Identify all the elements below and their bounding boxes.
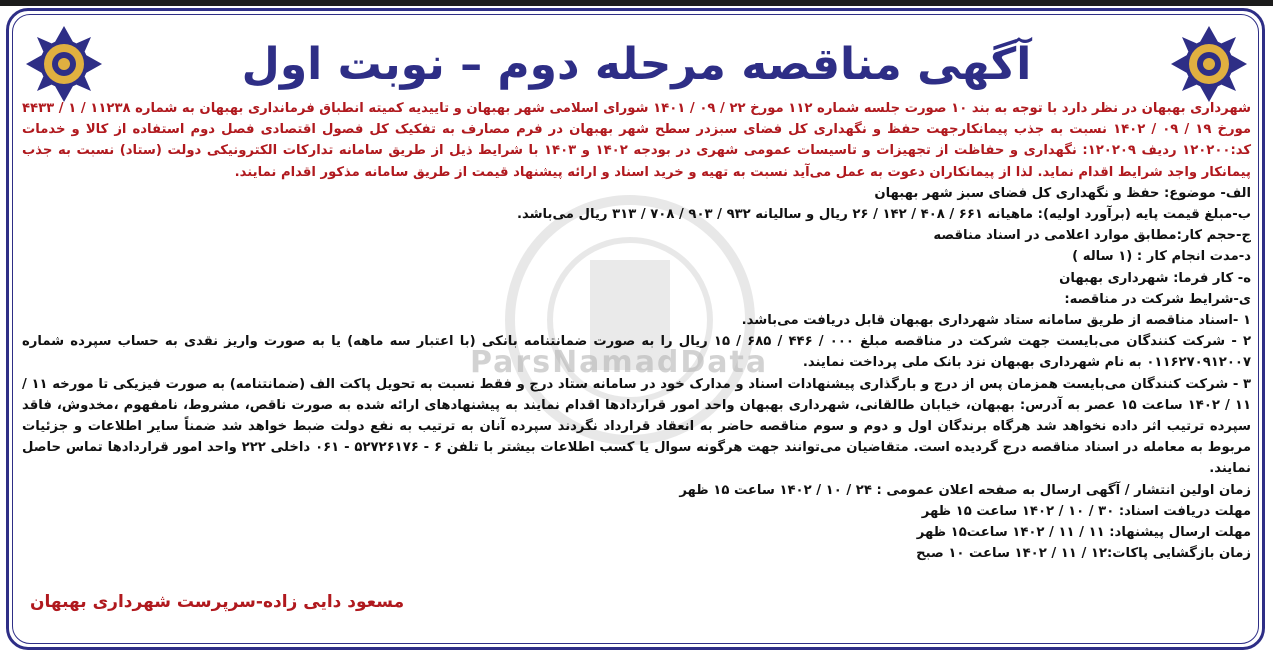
- notice-body: [22, 98, 1251, 564]
- top-rule: [0, 0, 1273, 6]
- first-publication-date: زمان اولین انتشار / آگهی ارسال به صفحه اعلان عمومی : ۲۴ / ۱۰ / ۱۴۰۲ ساعت ۱۵ ظهر: [679, 482, 1251, 498]
- item-conditions-heading: ی-شرایط شرکت در مناقصه:: [1064, 291, 1251, 307]
- watermark-text: ParsNamadData: [470, 345, 769, 380]
- condition-2: ۲ - شرکت کنندگان می‌بایست جهت شرکت در مناقصه مبلغ ۰۰۰ / ۴۴۶ / ۶۸۵ / ۱۵ ریال را به صورت ضمانتنامه بانکی (با اعتبار سه ماهه) یا به صورت واریز نقدی به حساب سپرده شماره ۰۱۱۶۲۷۰۹۱۲۰۰۷ به نام شهرداری بهبهان نزد بانک ملی پرداخت نمایند.: [22, 334, 1252, 371]
- signature: مسعود دایی زاده-سرپرست شهرداری بهبهان: [30, 592, 405, 612]
- item-subject: الف- موضوع: حفظ و نگهداری کل فضای سبز شهر بهبهان: [874, 185, 1251, 201]
- municipality-logo-left-icon: [24, 24, 104, 104]
- condition-3: ۳ - شرکت کنندگان می‌بایست همزمان پس از درج و بارگذاری پیشنهادات اسناد و مدارک خود در سامانه ستاد درج و فقط نسبت به تحویل پاکت الف (ضمانتنامه) به صورت فیزیکی تا مورخه ۱۱ / ۱۱ / ۱۴۰۲ ساعت ۱۵ عصر به آدرس: بهبهان، خیابان طالقانی، شهرداری بهبهان واحد امور قراردادها اقدام نمایند به پیشنهادهای ارائه شده به صورت ناقص، مشروط، نامفهوم ،مخدوش، فاقد سپرده ترتیب اثر داده نخواهد شد هرگاه برندگان اول و دوم و سوم مناقصه حاضر به انعقاد قرارداد نگردند سپرده آنان به ترتیب به نفع دولت ضبط خواهد شد ضمناً سایر اطلاعات و جزئیات مربوط به معامله در اسناد مناقصه درج گردیده است. متقاضیان می‌توانند جهت هرگونه سوال یا کسب اطلاعات بیشتر با تلفن ۶ - ۵۲۷۲۶۱۷۶ - ۰۶۱ داخلی ۲۲۲ واحد امور قراردادها تماس حاصل نمایند.: [22, 376, 1252, 477]
- opening-date: زمان بازگشایی پاکات:۱۲ / ۱۱ / ۱۴۰۲ ساعت ۱۰ صبح: [916, 546, 1251, 562]
- item-duration: د-مدت انجام کار : (۱ ساله ): [1072, 249, 1251, 265]
- notice-title: آگهی مناقصه مرحله دوم – نوبت اول: [241, 39, 1032, 90]
- item-base-price: ب-مبلغ قیمت پایه (برآورد اولیه): ماهیانه ۶۶۱ / ۴۰۸ / ۱۴۲ / ۲۶ ریال و سالیانه ۹۳۲ / ۹۰۳ / ۷۰۸ / ۳۱۳ ریال می‌باشد.: [516, 207, 1251, 223]
- item-employer: ه- کار فرما: شهرداری بهبهان: [1059, 270, 1251, 286]
- proposal-deadline: مهلت ارسال پیشنهاد: ۱۱ / ۱۱ / ۱۴۰۲ ساعت۱۵ ظهر: [916, 525, 1251, 541]
- intro-paragraph: شهرداری بهبهان در نظر دارد با توجه به بند ۱۰ صورت جلسه شماره ۱۱۲ مورخ ۲۲ / ۰۹ / ۱۴۰۱ شورای اسلامی شهر بهبهان و تاییدیه کمیته انطباق فرمانداری بهبهان به شماره ۱۱۲۳۸ / ۱ / ۴۴۳۳ مورخ ۱۹ / ۰۹ / ۱۴۰۲ نسبت به جذب پیمانکارجهت حفظ و نگهداری کل فضای سبزدر سطح شهر بهبهان در فرم مصارف به تفکیک کل فصول اقتصادی فصل دوم استفاده از کالا و خدمات کد:۱۲۰۲۰۰ ردیف ۱۲۰۲۰۹: نگهداری و حفاظت از تجهیزات و تاسیسات عمومی شهری در بودجه ۱۴۰۲ و ۱۴۰۳ با شرایط ذیل از طریق سامانه تدارکات الکترونیکی دولت (ستاد) نسبت به جذب پیمانکار واجد شرایط اقدام نماید. لذا از پیمانکاران دعوت به عمل می‌آید نسبت به تهیه و خرید اسناد و ارائه پیشنهاد قیمت از طریق سامانه مذکور اقدام نمایند.: [22, 101, 1252, 180]
- document-deadline: مهلت دریافت اسناد: ۳۰ / ۱۰ / ۱۴۰۲ ساعت ۱۵ ظهر: [921, 503, 1251, 519]
- condition-1: ۱ -اسناد مناقصه از طریق سامانه ستاد شهرداری بهبهان قابل دریافت می‌باشد.: [741, 313, 1251, 329]
- municipality-logo-right-icon: [1169, 24, 1249, 104]
- item-work-volume: ج-حجم کار:مطابق موارد اعلامی در اسناد مناقصه: [933, 228, 1251, 244]
